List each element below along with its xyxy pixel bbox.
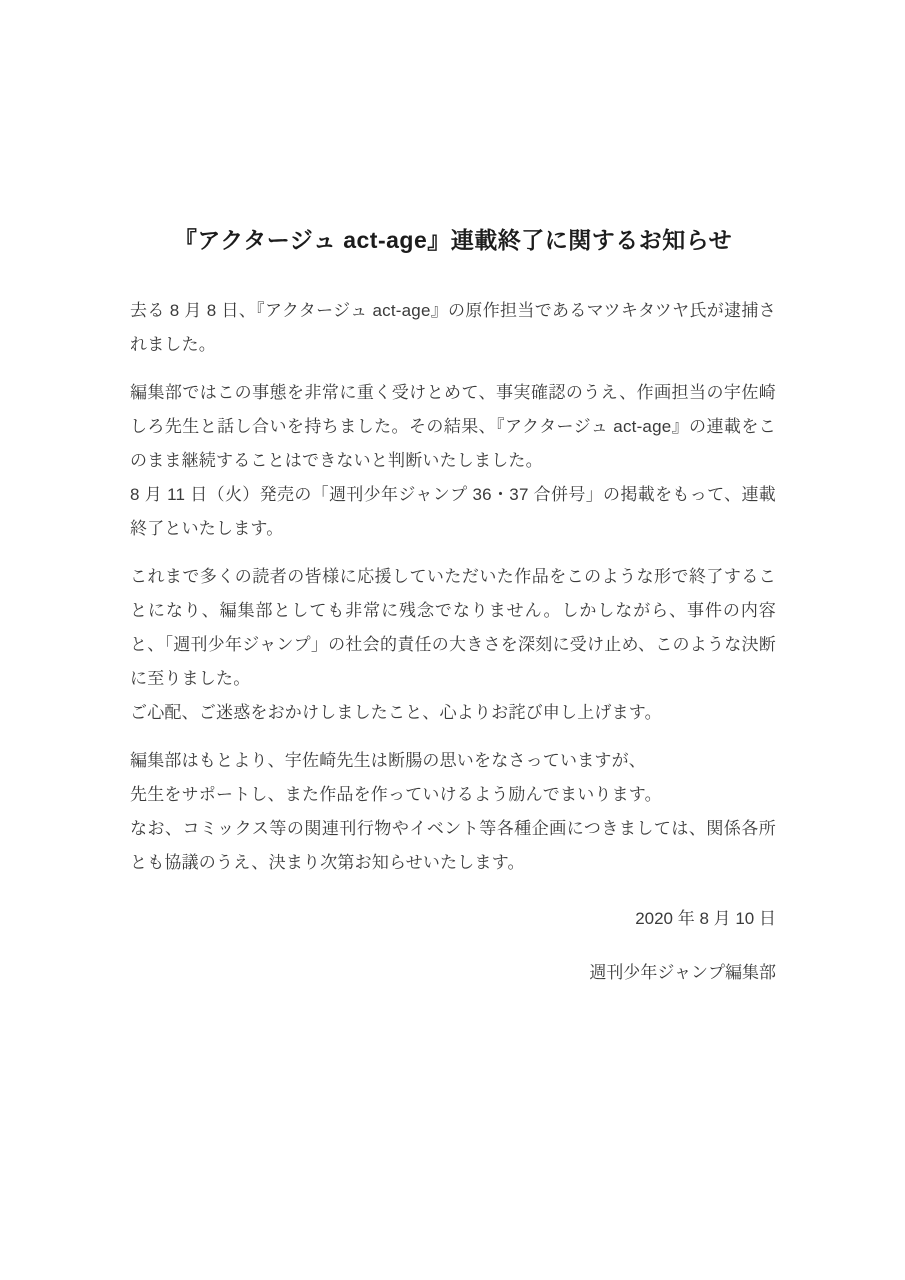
paragraph-3	[130, 560, 776, 730]
paragraph-4-line-3: なお、コミックス等の関連刊行物やイベント等各種企画につきましては、関係各所とも協議のうえ、決まり次第お知らせいたします。	[130, 819, 776, 872]
paragraph-4-line-1: 編集部はもとより、宇佐崎先生は断腸の思いをなさっていますが、	[130, 751, 646, 770]
announcement-body	[130, 224, 776, 990]
paragraph-2	[130, 376, 776, 546]
paragraph-2-line-1: 編集部ではこの事態を非常に重く受けとめて、事実確認のうえ、作画担当の宇佐崎しろ先生と話し合いを持ちました。その結果、『アクタージュ act-age』の連載をこのまま継続することはできないと判断いたしました。	[130, 383, 776, 470]
date-line: 2020 年 8 月 10 日	[635, 909, 776, 928]
paragraph-1-line-1: 去る 8 月 8 日、『アクタージュ act-age』の原作担当であるマツキタツヤ氏が逮捕されました。	[130, 301, 776, 354]
paragraph-4	[130, 744, 776, 880]
signature-line: 週刊少年ジャンプ編集部	[589, 963, 776, 982]
paragraph-2-line-2: 8 月 11 日（火）発売の「週刊少年ジャンプ 36・37 合併号」の掲載をもって、連載終了といたします。	[130, 485, 776, 538]
paragraph-3-line-2: ご心配、ご迷惑をおかけしましたこと、心よりお詫び申し上げます。	[130, 703, 662, 722]
paragraph-4-line-2: 先生をサポートし、また作品を作っていけるよう励んでまいります。	[130, 785, 662, 804]
paragraph-3-line-1: これまで多くの読者の皆様に応援していただいた作品をこのような形で終了することになり、編集部としても非常に残念でなりません。しかしながら、事件の内容と、「週刊少年ジャンプ」の社会的責任の大きさを深刻に受け止め、このような決断に至りました。	[130, 567, 776, 688]
page-title: 『アクタージュ act-age』連載終了に関するお知らせ	[173, 227, 733, 253]
paragraph-1	[130, 294, 776, 362]
